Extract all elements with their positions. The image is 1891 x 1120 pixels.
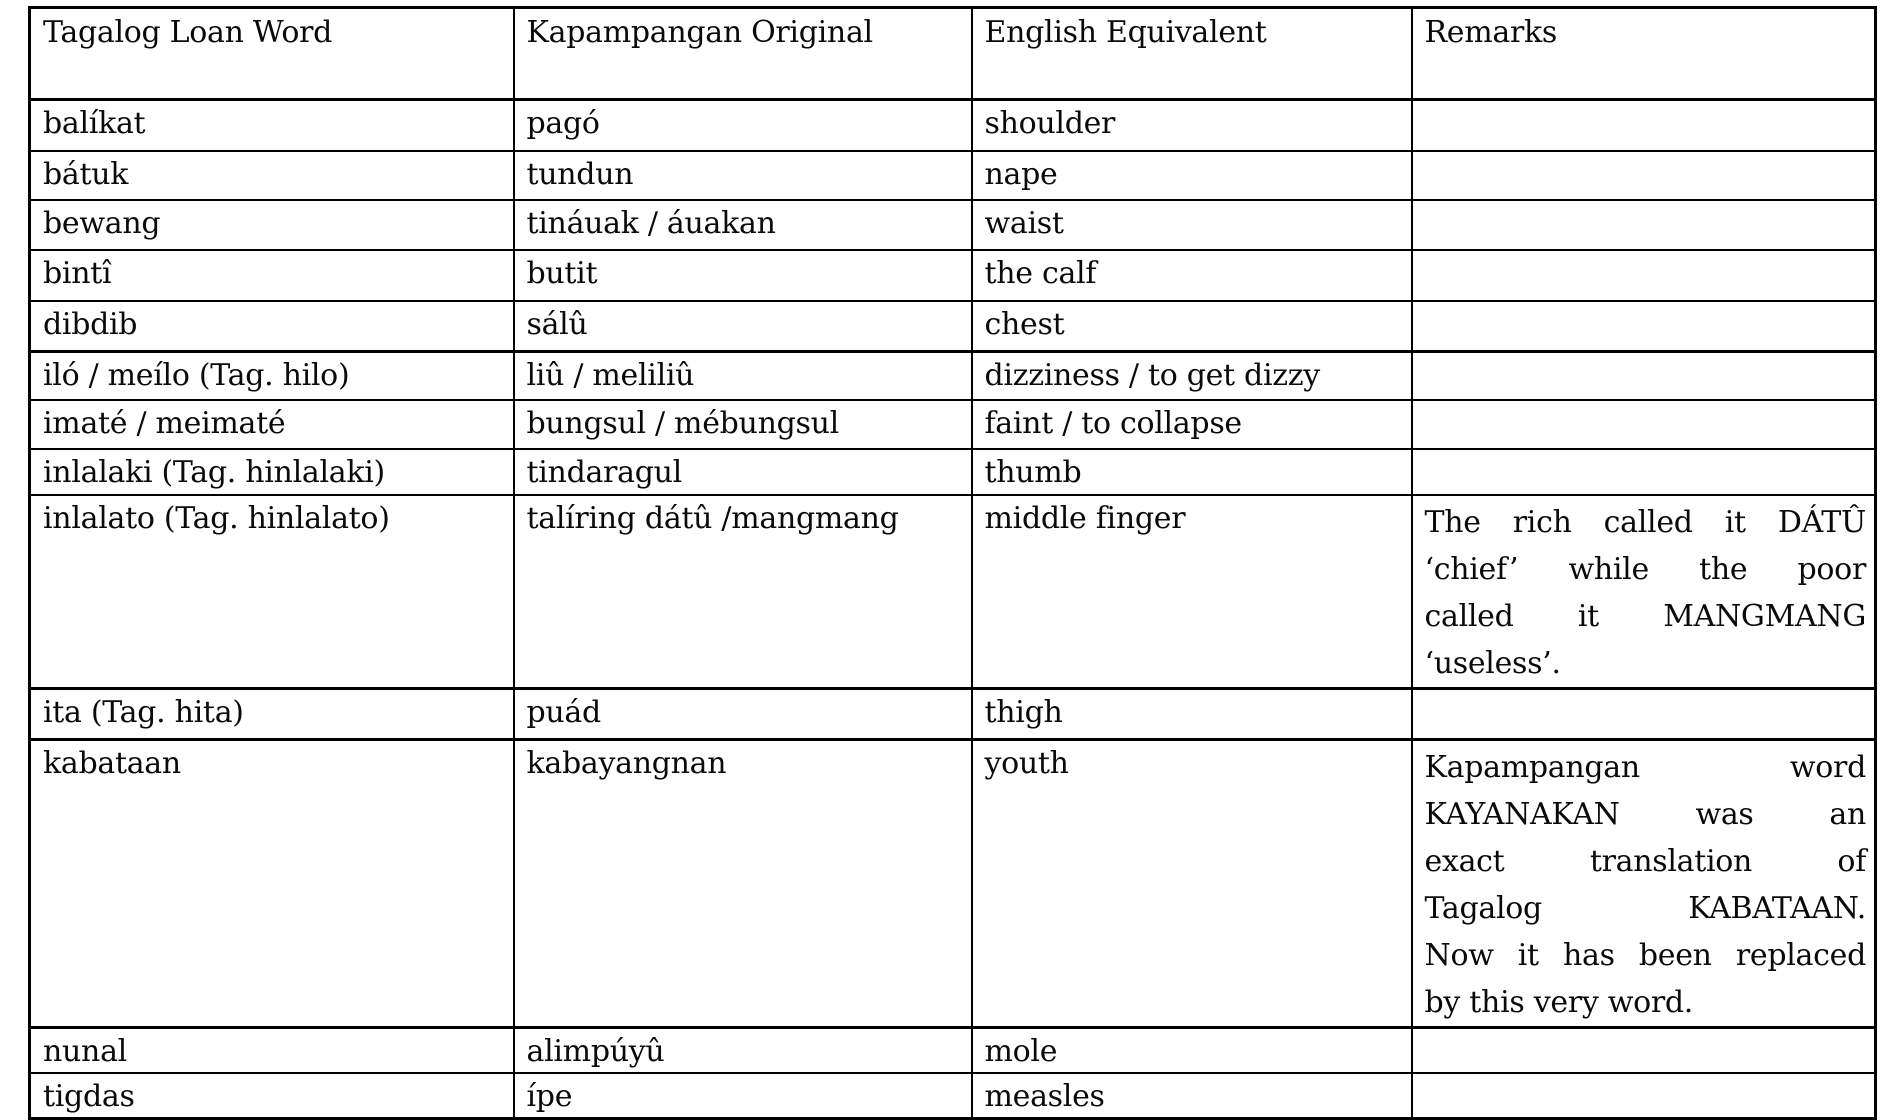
cell-tagalog: balíkat xyxy=(30,100,514,151)
cell-english: shoulder xyxy=(972,100,1412,151)
cell-tagalog: tigdas xyxy=(30,1073,514,1119)
cell-english: chest xyxy=(972,301,1412,352)
cell-english: middle finger xyxy=(972,495,1412,689)
table-row xyxy=(30,449,1876,495)
cell-remarks xyxy=(1412,1073,1876,1119)
remarks-line: exact translation of xyxy=(1424,843,1866,879)
cell-kapampangan: tundun xyxy=(514,151,972,200)
table-row xyxy=(30,688,1876,739)
cell-remarks xyxy=(1412,352,1876,400)
cell-tagalog: ita (Tag. hita) xyxy=(30,688,514,739)
cell-tagalog: inlalato (Tag. hinlalato) xyxy=(30,495,514,689)
cell-kapampangan: kabayangnan xyxy=(514,739,972,1027)
cell-tagalog: iló / meílo (Tag. hilo) xyxy=(30,352,514,400)
cell-english: mole xyxy=(972,1027,1412,1073)
cell-tagalog: kabataan xyxy=(30,739,514,1027)
remarks-line: Tagalog KABATAAN. xyxy=(1424,890,1866,926)
cell-kapampangan: bungsul / mébungsul xyxy=(514,400,972,449)
table-row xyxy=(30,352,1876,400)
remarks-line: Kapampangan word xyxy=(1424,749,1866,785)
cell-english: the calf xyxy=(972,250,1412,301)
cell-remarks xyxy=(1412,1027,1876,1073)
cell-tagalog: nunal xyxy=(30,1027,514,1073)
cell-english: youth xyxy=(972,739,1412,1027)
table-row xyxy=(30,301,1876,352)
cell-remarks xyxy=(1412,100,1876,151)
table-row xyxy=(30,1073,1876,1119)
table-row xyxy=(30,151,1876,200)
cell-tagalog: bewang xyxy=(30,200,514,250)
remarks-line: by this very word. xyxy=(1424,984,1694,1020)
loanword-table xyxy=(28,6,1877,1120)
cell-remarks xyxy=(1412,250,1876,301)
cell-remarks xyxy=(1412,495,1876,689)
cell-english: thumb xyxy=(972,449,1412,495)
table-row xyxy=(30,739,1876,1027)
remarks-line: called it MANGMANG xyxy=(1424,598,1866,634)
column-header-remarks: Remarks xyxy=(1412,8,1876,100)
table-row xyxy=(30,400,1876,449)
cell-kapampangan: butit xyxy=(514,250,972,301)
cell-remarks xyxy=(1412,688,1876,739)
remarks-line: ‘useless’. xyxy=(1424,645,1561,681)
cell-tagalog: imaté / meimaté xyxy=(30,400,514,449)
cell-tagalog: dibdib xyxy=(30,301,514,352)
cell-kapampangan: ípe xyxy=(514,1073,972,1119)
cell-kapampangan: liû / meliliû xyxy=(514,352,972,400)
cell-tagalog: inlalaki (Tag. hinlalaki) xyxy=(30,449,514,495)
table-row xyxy=(30,200,1876,250)
column-header-tagalog: Tagalog Loan Word xyxy=(30,8,514,100)
table-row xyxy=(30,100,1876,151)
cell-english: dizziness / to get dizzy xyxy=(972,352,1412,400)
column-header-english: English Equivalent xyxy=(972,8,1412,100)
cell-english: measles xyxy=(972,1073,1412,1119)
cell-remarks xyxy=(1412,301,1876,352)
cell-kapampangan: tináuak / áuakan xyxy=(514,200,972,250)
remarks-line: KAYANAKAN was an xyxy=(1424,796,1866,832)
cell-kapampangan: puád xyxy=(514,688,972,739)
cell-tagalog: bintî xyxy=(30,250,514,301)
cell-kapampangan: alimpúyû xyxy=(514,1027,972,1073)
cell-remarks xyxy=(1412,739,1876,1027)
cell-remarks xyxy=(1412,400,1876,449)
cell-kapampangan: sálû xyxy=(514,301,972,352)
cell-kapampangan: tindaragul xyxy=(514,449,972,495)
table-row xyxy=(30,495,1876,689)
cell-english: thigh xyxy=(972,688,1412,739)
cell-kapampangan: talíring dátû /mangmang xyxy=(514,495,972,689)
remarks-line: Now it has been replaced xyxy=(1424,937,1866,973)
cell-english: nape xyxy=(972,151,1412,200)
header-row xyxy=(30,8,1876,100)
cell-english: faint / to collapse xyxy=(972,400,1412,449)
cell-tagalog: bátuk xyxy=(30,151,514,200)
cell-remarks xyxy=(1412,449,1876,495)
table-row xyxy=(30,250,1876,301)
remarks-line: ‘chief’ while the poor xyxy=(1424,551,1866,587)
cell-english: waist xyxy=(972,200,1412,250)
cell-remarks xyxy=(1412,151,1876,200)
cell-kapampangan: pagó xyxy=(514,100,972,151)
column-header-kapampangan: Kapampangan Original xyxy=(514,8,972,100)
cell-remarks xyxy=(1412,200,1876,250)
table-row xyxy=(30,1027,1876,1073)
remarks-line: The rich called it DÁTÛ xyxy=(1424,504,1866,540)
